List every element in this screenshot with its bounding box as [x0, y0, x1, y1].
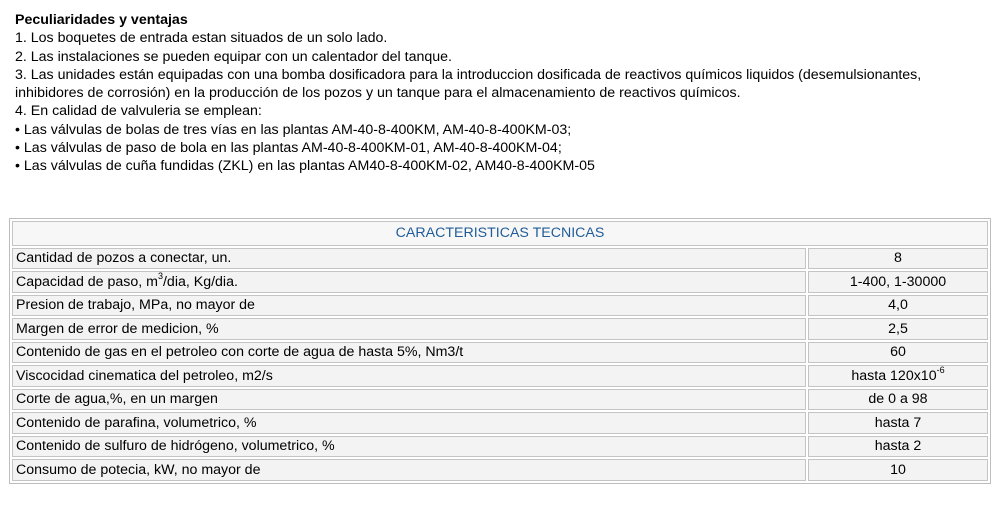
feature-line: 4. En calidad de valvuleria se emplean:: [15, 103, 262, 120]
feature-line: 1. Los boquetes de entrada estan situados de un solo lado.: [15, 30, 388, 47]
spec-label: Contenido de gas en el petroleo con corte de agua de hasta 5%, Nm3/t: [12, 342, 806, 364]
spec-value: de 0 a 98: [808, 389, 988, 411]
table-row: [12, 271, 988, 293]
spec-value: 2,5: [808, 318, 988, 340]
spec-label: [12, 271, 806, 293]
table-row: [12, 459, 988, 481]
spec-label: Consumo de potecia, kW, no mayor de: [12, 459, 806, 481]
table-row: [12, 342, 988, 364]
feature-line: inhibidores de corrosión) en la producción de los pozos y un tanque para el almacenamiento de reactivos químicos.: [15, 85, 741, 102]
superscript: -6: [936, 365, 945, 376]
spec-value-text: hasta 120x10: [851, 367, 937, 384]
features-title: Peculiaridades y ventajas: [15, 12, 188, 28]
superscript: 3: [157, 271, 163, 282]
table-row: [12, 389, 988, 411]
feature-bullet: • Las válvulas de paso de bola en las plantas AM-40-8-400KM-01, AM-40-8-400KM-04;: [15, 140, 562, 157]
spec-value: hasta 7: [808, 412, 988, 434]
spec-label: Contenido de parafina, volumetrico, %: [12, 412, 806, 434]
table-row: [12, 248, 988, 270]
feature-line: 2. Las instalaciones se pueden equipar con un calentador del tanque.: [15, 48, 452, 65]
technical-specs-table: [9, 218, 991, 484]
spec-label-text: Capacidad de paso, m: [16, 273, 158, 290]
spec-value: 60: [808, 342, 988, 364]
table-header: CARACTERISTICAS TECNICAS: [12, 221, 988, 246]
spec-value: 4,0: [808, 295, 988, 317]
spec-value: [808, 365, 988, 387]
spec-value: 8: [808, 248, 988, 270]
spec-value: 10: [808, 459, 988, 481]
spec-label: Presion de trabajo, MPa, no mayor de: [12, 295, 806, 317]
feature-bullet: • Las válvulas de bolas de tres vías en las plantas AM-40-8-400KM, AM-40-8-400KM-03;: [15, 121, 572, 138]
spec-value: hasta 2: [808, 436, 988, 458]
table-row: [12, 436, 988, 458]
spec-label: Viscocidad cinematica del petroleo, m2/s: [12, 365, 806, 387]
spec-label: Corte de agua,%, en un margen: [12, 389, 806, 411]
features-section: [15, 11, 990, 176]
spec-label: Contenido de sulfuro de hidrógeno, volumetrico, %: [12, 436, 806, 458]
table-row: [12, 295, 988, 317]
spec-value: 1-400, 1-30000: [808, 271, 988, 293]
table-row: [12, 318, 988, 340]
spec-label: Margen de error de medicion, %: [12, 318, 806, 340]
table-row: [12, 365, 988, 387]
spec-label: Cantidad de pozos a conectar, un.: [12, 248, 806, 270]
spec-label-text: /dia, Kg/dia.: [162, 273, 238, 290]
table-row: [12, 412, 988, 434]
feature-line: 3. Las unidades están equipadas con una bomba dosificadora para la introduccion dosificada de reactivos químicos liquidos (desemulsionantes,: [15, 66, 922, 83]
table-header-row: [12, 221, 988, 246]
feature-bullet: • Las válvulas de cuña fundidas (ZKL) en las plantas AM40-8-400KM-02, AM40-8-400KM-05: [15, 158, 595, 175]
